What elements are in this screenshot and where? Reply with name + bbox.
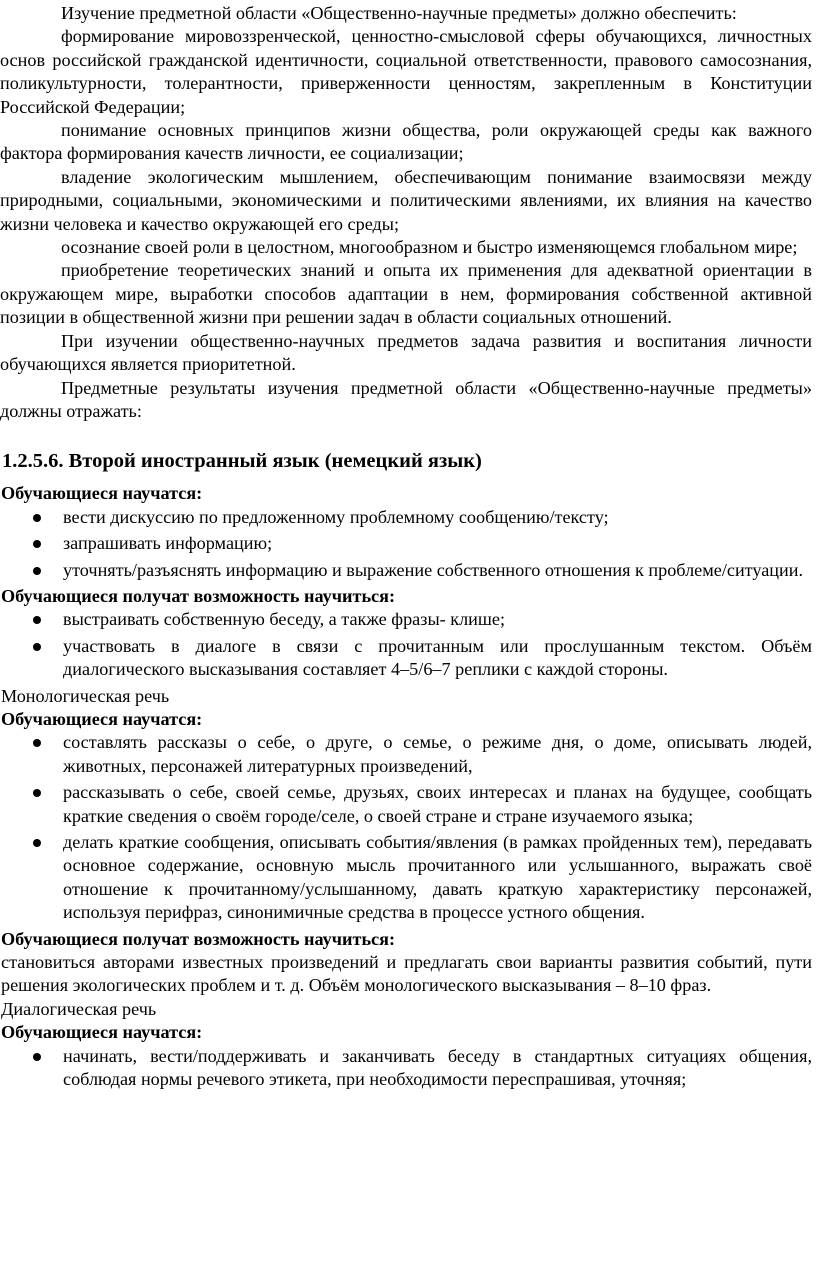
list-item-text: рассказывать о себе, своей семье, друзьях, своих интересах и планах на будущее, сообщать краткие сведения о своём городе/селе, о своей стране и стране изучаемого языка;	[63, 782, 812, 826]
bullet-icon	[33, 789, 41, 797]
bullet-list	[0, 731, 812, 924]
list-item	[0, 532, 812, 555]
paragraph: При изучении общественно-научных предметов задача развития и воспитания личности обучающихся является приоритетной.	[0, 330, 812, 375]
paragraph: осознание своей роли в целостном, многообразном и быстро изменяющемся глобальном мире;	[61, 237, 798, 258]
dialogue-group-1	[0, 482, 812, 681]
paragraph: становиться авторами известных произведений и предлагать свои варианты развития событий, пути решения экологических проблем и т. д. Объём монологического высказывания – 8–10 фраз.	[1, 952, 812, 996]
bullet-icon	[33, 514, 41, 522]
bullet-icon	[33, 643, 41, 651]
paragraph: Предметные результаты изучения предметной области «Общественно-научные предметы» должны отражать:	[0, 377, 812, 421]
list-item	[0, 781, 812, 828]
list-item	[0, 635, 812, 682]
list-item	[0, 731, 812, 778]
subsection-title: Монологическая речь	[1, 685, 170, 706]
will-learn-label: Обучающиеся научатся:	[1, 1022, 203, 1043]
bullet-icon	[33, 1053, 41, 1061]
list-item	[0, 559, 812, 582]
paragraph: владение экологическим мышлением, обеспечивающим понимание взаимосвязи между природными, социальными, экономическими и политическими явлениями, их влияния на качество жизни человека и качество окружающей его среды;	[0, 166, 812, 234]
opportunity-label: Обучающиеся получат возможность научиться:	[1, 928, 396, 949]
bullet-icon	[33, 739, 41, 747]
list-item-text: составлять рассказы о себе, о друге, о семье, о режиме дня, о доме, описывать людей, животных, персонажей литературных произведений,	[63, 732, 812, 776]
will-learn-label: Обучающиеся научатся:	[1, 483, 203, 504]
bullet-icon	[33, 839, 41, 847]
document-page	[0, 2, 812, 1094]
list-item	[0, 506, 812, 529]
paragraph: понимание основных принципов жизни общества, роли окружающей среды как важного фактора формирования качеств личности, ее социализации;	[0, 120, 812, 164]
dialogue-section	[0, 998, 812, 1092]
will-learn-label: Обучающиеся научатся:	[1, 708, 203, 729]
section-title: 1.2.5.6. Второй иностранный язык (немецкий язык)	[2, 450, 482, 473]
list-item	[0, 608, 812, 631]
list-item	[0, 831, 812, 925]
list-item-text: выстраивать собственную беседу, а также фразы- клише;	[63, 609, 506, 630]
paragraph: приобретение теоретических знаний и опыта их применения для адекватной ориентации в окружающем мире, выработки способов адаптации в нем, формирования собственной активной позиции в общественной жизни при решении задач в области социальных отношений.	[0, 260, 812, 328]
list-item-text: запрашивать информацию;	[63, 533, 273, 554]
monologue-section	[0, 685, 812, 998]
paragraph: формирование мировоззренческой, ценностно-смысловой сферы обучающихся, личностных основ российской гражданской идентичности, социальной ответственности, правового самосознания, поликультурности, толерантности, приверженности ценностям, закрепленным в Конституции Российской Федерации;	[0, 26, 812, 117]
paragraph: Изучение предметной области «Общественно-научные предметы» должно обеспечить:	[61, 3, 737, 23]
list-item-text: делать краткие сообщения, описывать события/явления (в рамках пройденных тем), передавать основное содержание, основную мысль прочитанного или услышанного, выражать своё отношение к прочитанному/услышанному, давать краткую характеристику персонажей, используя перифраз, синонимичные средства в процессе устного общения.	[63, 832, 812, 923]
bullet-list	[0, 506, 812, 582]
list-item-text: участвовать в диалоге в связи с прочитанным или прослушанным текстом. Объём диалогического высказывания составляет 4–5/6–7 реплики с каждой стороны.	[63, 635, 812, 680]
bullet-icon	[33, 540, 41, 548]
bullet-list	[0, 608, 812, 681]
list-item-text: уточнять/разъяснять информацию и выражение собственного отношения к проблеме/ситуации.	[63, 559, 804, 580]
list-item-text: начинать, вести/поддерживать и заканчивать беседу в стандартных ситуациях общения, соблюдая нормы речевого этикета, при необходимости переспрашивая, уточняя;	[63, 1045, 812, 1090]
bullet-icon	[33, 567, 41, 575]
intro-section	[0, 2, 812, 423]
list-item	[0, 1045, 812, 1092]
bullet-list	[0, 1045, 812, 1092]
subsection-title: Диалогическая речь	[1, 998, 157, 1019]
list-item-text: вести дискуссию по предложенному проблемному сообщению/тексту;	[63, 506, 609, 527]
bullet-icon	[33, 616, 41, 624]
opportunity-label: Обучающиеся получат возможность научиться:	[1, 585, 396, 606]
